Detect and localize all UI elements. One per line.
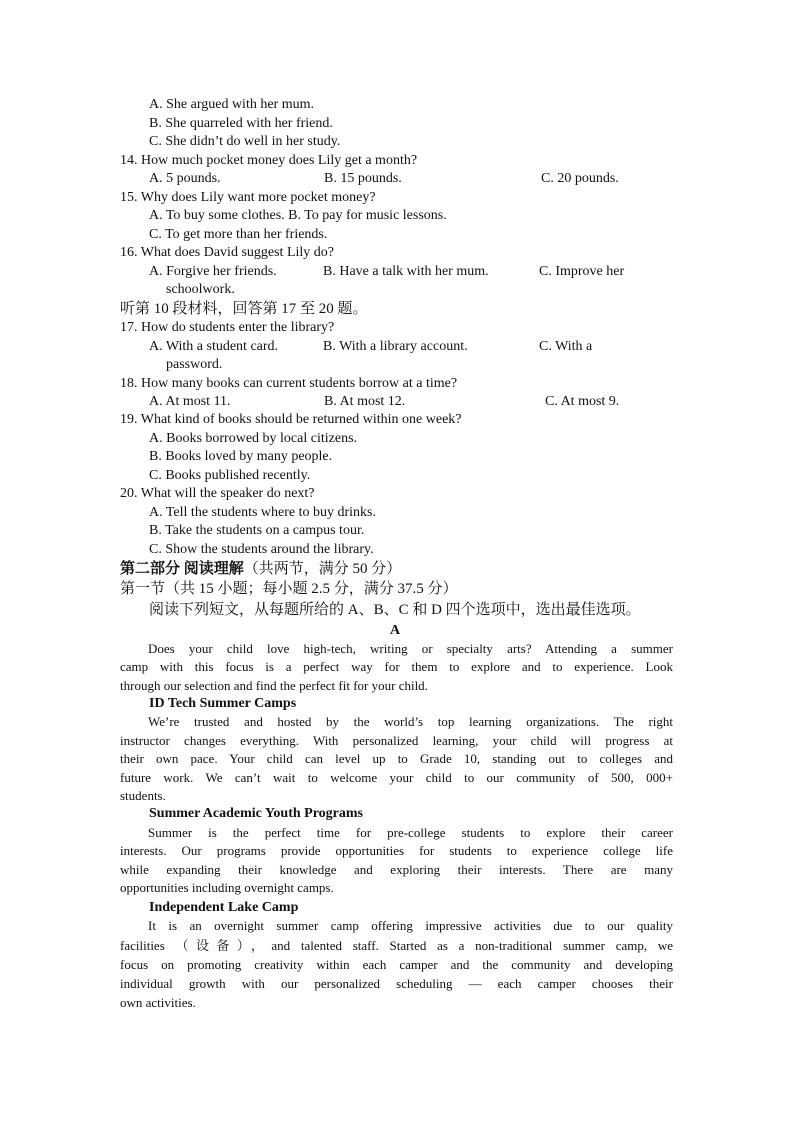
section-10-instruction: 听第 10 段材料，回答第 17 至 20 题。 <box>120 301 368 317</box>
q14-option-a: A. 5 pounds. <box>149 171 221 186</box>
q19-option-c: C. Books published recently. <box>149 468 311 483</box>
q13-option-b: B. She quarreled with her friend. <box>149 116 333 131</box>
camp-3-line-5: own activities. <box>120 995 196 1010</box>
q18-option-a: A. At most 11. <box>149 394 231 409</box>
q15-option-ab: A. To buy some clothes. B. To pay for music lessons. <box>149 208 447 223</box>
q13-option-a: A. She argued with her mum. <box>149 97 314 112</box>
camp-1-line-2: instructor changes everything. With personalized learning, your child will progress at <box>120 733 673 748</box>
q19-question: 19. What kind of books should be returned within one week? <box>120 412 462 427</box>
camp-3-line-2: facilities （设备），and talented staff. Started as a non-traditional summer camp, we <box>120 938 673 953</box>
part-2-heading <box>120 560 401 578</box>
q17-option-c: C. With a <box>539 339 593 354</box>
q17-option-a: A. With a student card. <box>149 339 279 354</box>
camp-1-line-4: future work. We can’t wait to welcome your child to our community of 500, 000+ <box>120 770 673 785</box>
q20-option-a: A. Tell the students where to buy drinks. <box>149 505 377 520</box>
q16-option-c-continued: schoolwork. <box>166 282 235 297</box>
q15-question: 15. Why does Lily want more pocket money? <box>120 190 376 205</box>
camp-3-title: Independent Lake Camp <box>149 900 299 915</box>
camp-2-line-2: interests. Our programs provide opportunities for students to experience college life <box>120 843 673 858</box>
q20-question: 20. What will the speaker do next? <box>120 486 315 501</box>
q16-option-b: B. Have a talk with her mum. <box>323 264 489 279</box>
camp-2-title: Summer Academic Youth Programs <box>149 806 363 821</box>
camp-3-line-4: individual growth with our personalized scheduling — each camper chooses their <box>120 976 673 991</box>
intro-line-2: camp with this focus is a perfect way for them to explore and to experience. Look <box>120 659 673 674</box>
q14-question: 14. How much pocket money does Lily get a month? <box>120 153 418 168</box>
part-2-title: 第二部分 阅读理解 <box>120 561 244 577</box>
camp-2-line-1: Summer is the perfect time for pre-college students to explore their career <box>148 825 673 840</box>
q20-option-c: C. Show the students around the library. <box>149 542 374 557</box>
q17-option-c-continued: password. <box>166 357 223 372</box>
q18-question: 18. How many books can current students borrow at a time? <box>120 376 458 391</box>
q18-option-b: B. At most 12. <box>324 394 406 409</box>
q17-option-b: B. With a library account. <box>323 339 468 354</box>
q19-option-a: A. Books borrowed by local citizens. <box>149 431 358 446</box>
camp-1-line-5: students. <box>120 788 166 803</box>
q16-option-a: A. Forgive her friends. <box>149 264 277 279</box>
passage-letter: A <box>390 623 401 638</box>
q14-option-b: B. 15 pounds. <box>324 171 402 186</box>
q20-option-b: B. Take the students on a campus tour. <box>149 523 365 538</box>
q13-option-c: C. She didn’t do well in her study. <box>149 134 341 149</box>
camp-3-line-1: It is an overnight summer camp offering impressive activities due to our quality <box>148 918 673 933</box>
q19-option-b: B. Books loved by many people. <box>149 449 333 464</box>
intro-line-1: Does your child love high-tech, writing or specialty arts? Attending a summer <box>148 641 673 656</box>
camp-1-line-1: We’re trusted and hosted by the world’s top learning organizations. The right <box>148 714 673 729</box>
reading-instruction: 阅读下列短文，从每题所给的 A、B、C 和 D 四个选项中，选出最佳选项。 <box>149 602 641 618</box>
q15-option-c: C. To get more than her friends. <box>149 227 328 242</box>
intro-line-3: through our selection and find the perfect fit for your child. <box>120 678 428 693</box>
q14-option-c: C. 20 pounds. <box>541 171 619 186</box>
section-1-heading: 第一节（共 15 小题；每小题 2.5 分，满分 37.5 分） <box>120 581 458 597</box>
q17-question: 17. How do students enter the library? <box>120 320 335 335</box>
q16-option-c: C. Improve her <box>539 264 625 279</box>
camp-1-title: ID Tech Summer Camps <box>149 696 297 711</box>
q18-option-c: C. At most 9. <box>545 394 620 409</box>
camp-2-line-3: while expanding their knowledge and exploring their interests. There are many <box>120 862 673 877</box>
camp-2-line-4: opportunities including overnight camps. <box>120 880 334 895</box>
part-2-note: （共两节，满分 50 分） <box>243 561 402 577</box>
camp-1-line-3: their own pace. Your child can level up to Grade 10, standing out to colleges and <box>120 751 673 766</box>
camp-3-line-3: focus on promoting creativity within each camper and the community and developing <box>120 957 673 972</box>
q16-question: 16. What does David suggest Lily do? <box>120 245 334 260</box>
